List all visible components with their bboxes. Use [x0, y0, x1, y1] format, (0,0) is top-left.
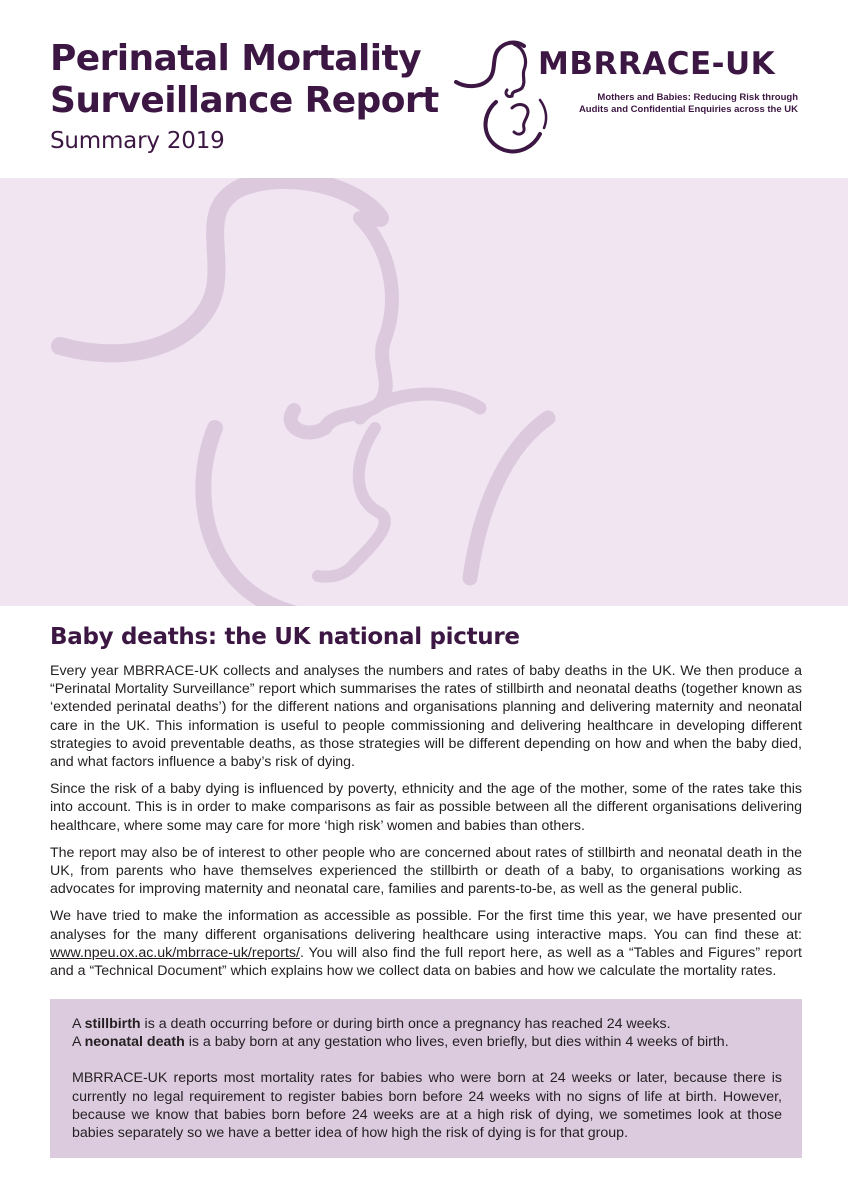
section-heading: Baby deaths: the UK national picture: [50, 624, 520, 650]
definitions-box: [50, 999, 802, 1158]
paragraph-2: Since the risk of a baby dying is influenced by poverty, ethnicity and the age of the mother, some of the rates take this into account. This is in order to make comparisons as fair as possible between all the different organisations delivering healthcare, where some may care for more ‘high risk’ women and babies than others.: [50, 781, 802, 834]
spacer: [72, 1051, 782, 1069]
reports-link[interactable]: www.npeu.ox.ac.uk/mbrrace-uk/reports/: [50, 944, 300, 961]
report-subtitle: Summary 2019: [50, 128, 225, 154]
mother-baby-watermark-icon: [0, 178, 848, 606]
logo-tagline: [579, 92, 798, 116]
title-line-2: Surveillance Report: [50, 80, 439, 121]
report-title: [50, 38, 439, 122]
logo-tagline-line-2: Audits and Confidential Enquiries across the UK: [578, 104, 798, 115]
paragraph-3: The report may also be of interest to other people who are concerned about rates of stillbirth and neonatal death in the UK, from parents who have themselves experienced the stillbirth or death of a baby, to organisations working as advocates for improving maternity and neonatal care, families and parents-to-be, as well as the general public.: [50, 844, 802, 898]
paragraph-4-outro: . You will also find the full report here, as well as a “Tables and Figures” report and a “Technical Document” which explains how we collect data on babies and how we calculate the mortality rates.: [50, 944, 802, 980]
logo-tagline-line-1: Mothers and Babies: Reducing Risk through: [597, 92, 798, 103]
title-block: [50, 38, 439, 154]
title-line-1: Perinatal Mortality: [50, 38, 421, 79]
mbrrace-logo: [452, 38, 812, 156]
neonatal-definition: [72, 1033, 782, 1051]
paragraph-1: Every year MBRRACE-UK collects and analyses the numbers and rates of baby deaths in the UK. We then produce a “Perinatal Mortality Surveillance” report which summarises the rates of stillbirth and neonatal deaths (together known as ‘extended perinatal deaths’) for the different nations and organisations planning and delivering maternity and neonatal care in the UK. This information is useful to people commissioning and delivering healthcare in developing different strategies to avoid preventable deaths, as those strategies will be different depending on how and when the baby died, and what factors influence a baby’s risk of dying.: [50, 663, 802, 771]
stillbirth-prefix: A: [72, 1016, 85, 1032]
body-text: [50, 662, 802, 989]
paragraph-4: [50, 907, 802, 980]
neonatal-text: is a baby born at any gestation who lives, even briefly, but dies within 4 weeks of birth.: [184, 1034, 729, 1051]
stillbirth-term: stillbirth: [84, 1016, 141, 1032]
definitions-note: MBRRACE-UK reports most mortality rates for babies who were born at 24 weeks or later, because there is currently no legal requirement to register babies born before 24 weeks with no signs of life at birth. However, because we know that babies born before 24 weeks are at a high risk of dying, we sometimes look at those babies separately so we have a better idea of how high the risk of dying is for that group.: [72, 1070, 782, 1142]
stillbirth-text: is a death occurring before or during birth once a pregnancy has reached 24 weeks.: [140, 1016, 671, 1032]
watermark-banner: [0, 178, 848, 606]
paragraph-4-intro: We have tried to make the information as accessible as possible. For the first time this year, we have presented our analyses for the many different organisations delivering healthcare using interactive maps. You can find these at:: [50, 908, 802, 943]
stillbirth-definition: [72, 1015, 782, 1033]
neonatal-prefix: A: [72, 1034, 85, 1051]
neonatal-term: neonatal death: [84, 1034, 185, 1051]
logo-wordmark: MBRRACE-UK: [538, 46, 776, 82]
